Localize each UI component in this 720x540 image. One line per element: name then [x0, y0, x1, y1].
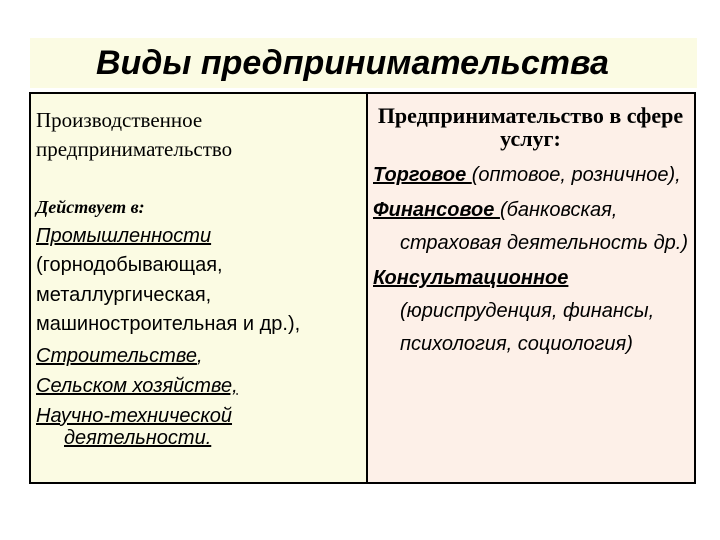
trade-name: Торговое — [373, 164, 472, 186]
finance-name: Финансовое — [373, 199, 500, 221]
list-item-science: Научно-технической деятельности. — [36, 405, 233, 449]
consulting-detail: (юриспруденция, финансы, психология, социология) — [400, 300, 655, 355]
production-column — [31, 94, 368, 482]
industry-link: Промышленности — [36, 225, 212, 247]
list-item-construction — [36, 345, 366, 367]
list-item-industry — [36, 225, 366, 247]
list-item-trade — [373, 159, 694, 192]
production-heading-line2: предпринимательство — [36, 137, 233, 161]
comparison-table — [29, 92, 696, 484]
services-heading: Предпринимательство в сфере услуг: — [377, 103, 684, 151]
industry-detail-2: металлургическая, — [36, 284, 212, 306]
industry-detail-1: (горнодобывающая, — [36, 254, 223, 276]
list-item-agriculture: Сельском хозяйстве, — [36, 375, 238, 397]
list-item-consulting — [373, 262, 694, 361]
acts-in-label: Действует в: — [36, 197, 145, 217]
finance-detail: (банковская, страховая деятельность др.) — [400, 199, 688, 254]
page-title: Виды предпринимательства — [96, 44, 609, 82]
title-bar — [30, 38, 697, 88]
construction-suffix: , — [196, 345, 203, 367]
construction-link: Строительстве — [36, 345, 197, 367]
consulting-name: Консультационное — [373, 267, 569, 289]
production-heading — [36, 106, 366, 164]
production-heading-line1: Производственное — [36, 108, 203, 132]
industry-detail-3: машиностроительная и др.), — [36, 313, 301, 335]
trade-detail: (оптовое, розничное), — [471, 164, 681, 186]
services-column — [368, 94, 694, 482]
list-item-finance — [373, 194, 694, 260]
